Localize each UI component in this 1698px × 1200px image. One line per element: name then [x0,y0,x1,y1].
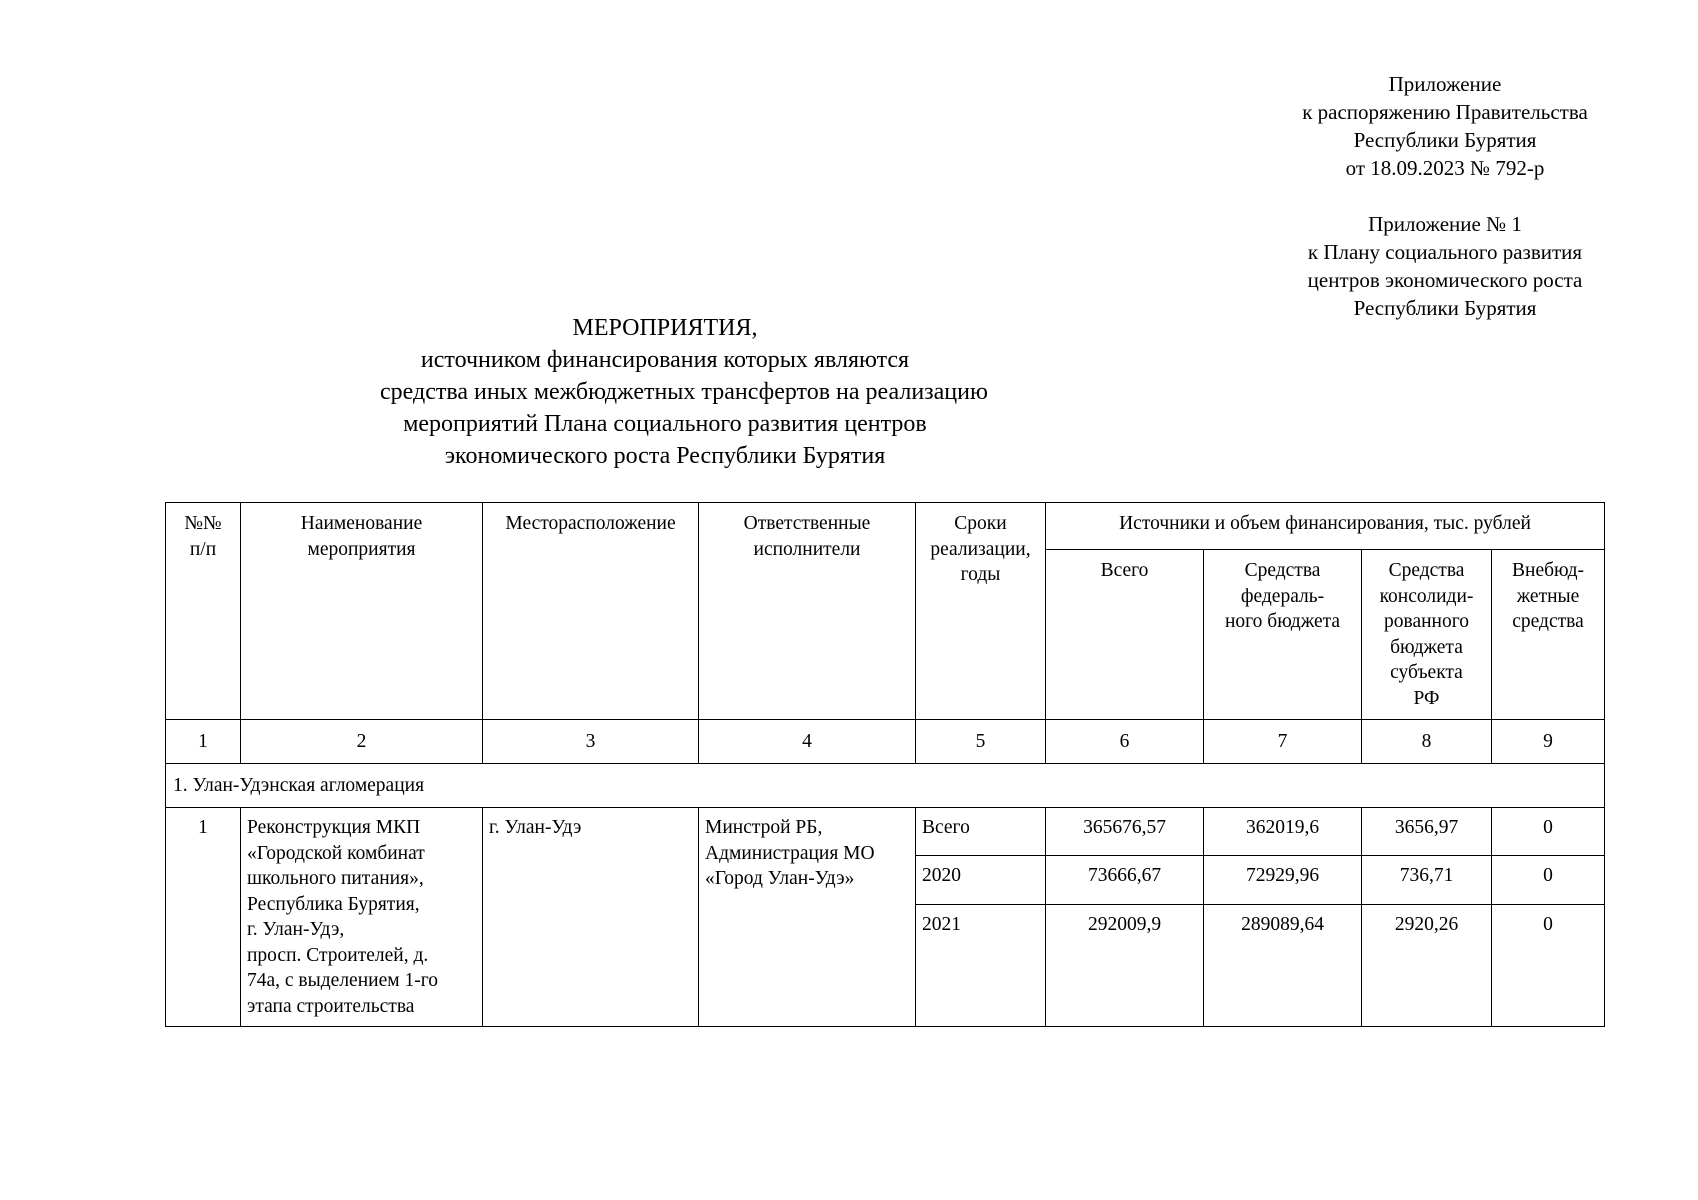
sub-appendix-line: Приложение № 1 [1368,212,1522,236]
appendix-line: Республики Бурятия [1353,128,1537,152]
period-cell: 2020 [916,856,1046,904]
column-number: 2 [241,720,483,764]
item-number: 1 [166,808,241,1027]
header-funding: Источники и объем финансирования, тыс. рублей [1046,503,1605,550]
federal-cell: 72929,96 [1204,856,1362,904]
column-number: 4 [699,720,916,764]
column-number-row [166,720,1605,764]
consolidated-cell: 3656,97 [1362,808,1492,856]
total-cell: 73666,67 [1046,856,1204,904]
appendix-line: к распоряжению Правительства [1302,100,1588,124]
column-number: 9 [1492,720,1605,764]
document-title [380,312,988,472]
header-responsible: Ответственные исполнители [699,503,916,720]
consolidated-cell: 2920,26 [1362,904,1492,1026]
header-consolidated: Средства консолиди- рованного бюджета субъекта РФ [1362,550,1492,720]
federal-cell: 289089,64 [1204,904,1362,1026]
title-line: МЕРОПРИЯТИЯ, [572,315,758,341]
header-total: Всего [1046,550,1204,720]
table-header-row [166,503,1605,550]
title-line: экономического роста Республики Бурятия [444,443,886,469]
federal-cell: 362019,6 [1204,808,1362,856]
section-row [166,764,1605,808]
item-responsible: Минстрой РБ, Администрация МО «Город Улан-Удэ» [699,808,916,1027]
header-terms: Сроки реализации, годы [916,503,1046,720]
extrabudgetary-cell: 0 [1492,856,1605,904]
extrabudgetary-cell: 0 [1492,904,1605,1026]
header-federal: Средства федераль- ного бюджета [1204,550,1362,720]
table-row [166,808,1605,856]
column-number: 6 [1046,720,1204,764]
title-line: средства иных межбюджетных трансфертов на реализацию [380,379,988,405]
extrabudgetary-cell: 0 [1492,808,1605,856]
item-name: Реконструкция МКП «Городской комбинат школьного питания», Республика Бурятия, г. Улан-Удэ, просп. Строителей, д. 74а, с выделением 1-го этапа строительства [241,808,483,1027]
period-cell: 2021 [916,904,1046,1026]
column-number: 1 [166,720,241,764]
sub-appendix-header [1250,210,1640,322]
header-name: Наименование мероприятия [241,503,483,720]
section-title: 1. Улан-Удэнская агломерация [166,764,1605,808]
header-location: Месторасположение [483,503,699,720]
activities-table [165,502,1605,1027]
period-cell: Всего [916,808,1046,856]
column-number: 5 [916,720,1046,764]
header-extrabudgetary: Внебюд- жетные средства [1492,550,1605,720]
appendix-date-line: от 18.09.2023 № 792-р [1345,156,1545,180]
column-number: 7 [1204,720,1362,764]
appendix-line: Приложение [1388,72,1502,96]
title-line: мероприятий Плана социального развития центров [403,411,927,437]
total-cell: 292009,9 [1046,904,1204,1026]
appendix-header [1250,70,1640,182]
sub-appendix-line: к Плану социального развития [1307,240,1583,264]
title-line: источником финансирования которых являются [420,347,910,373]
consolidated-cell: 736,71 [1362,856,1492,904]
total-cell: 365676,57 [1046,808,1204,856]
column-number: 8 [1362,720,1492,764]
sub-appendix-line: центров экономического роста [1307,268,1583,292]
header-number: №№ п/п [166,503,241,720]
item-location: г. Улан-Удэ [483,808,699,1027]
column-number: 3 [483,720,699,764]
sub-appendix-line: Республики Бурятия [1353,296,1537,320]
